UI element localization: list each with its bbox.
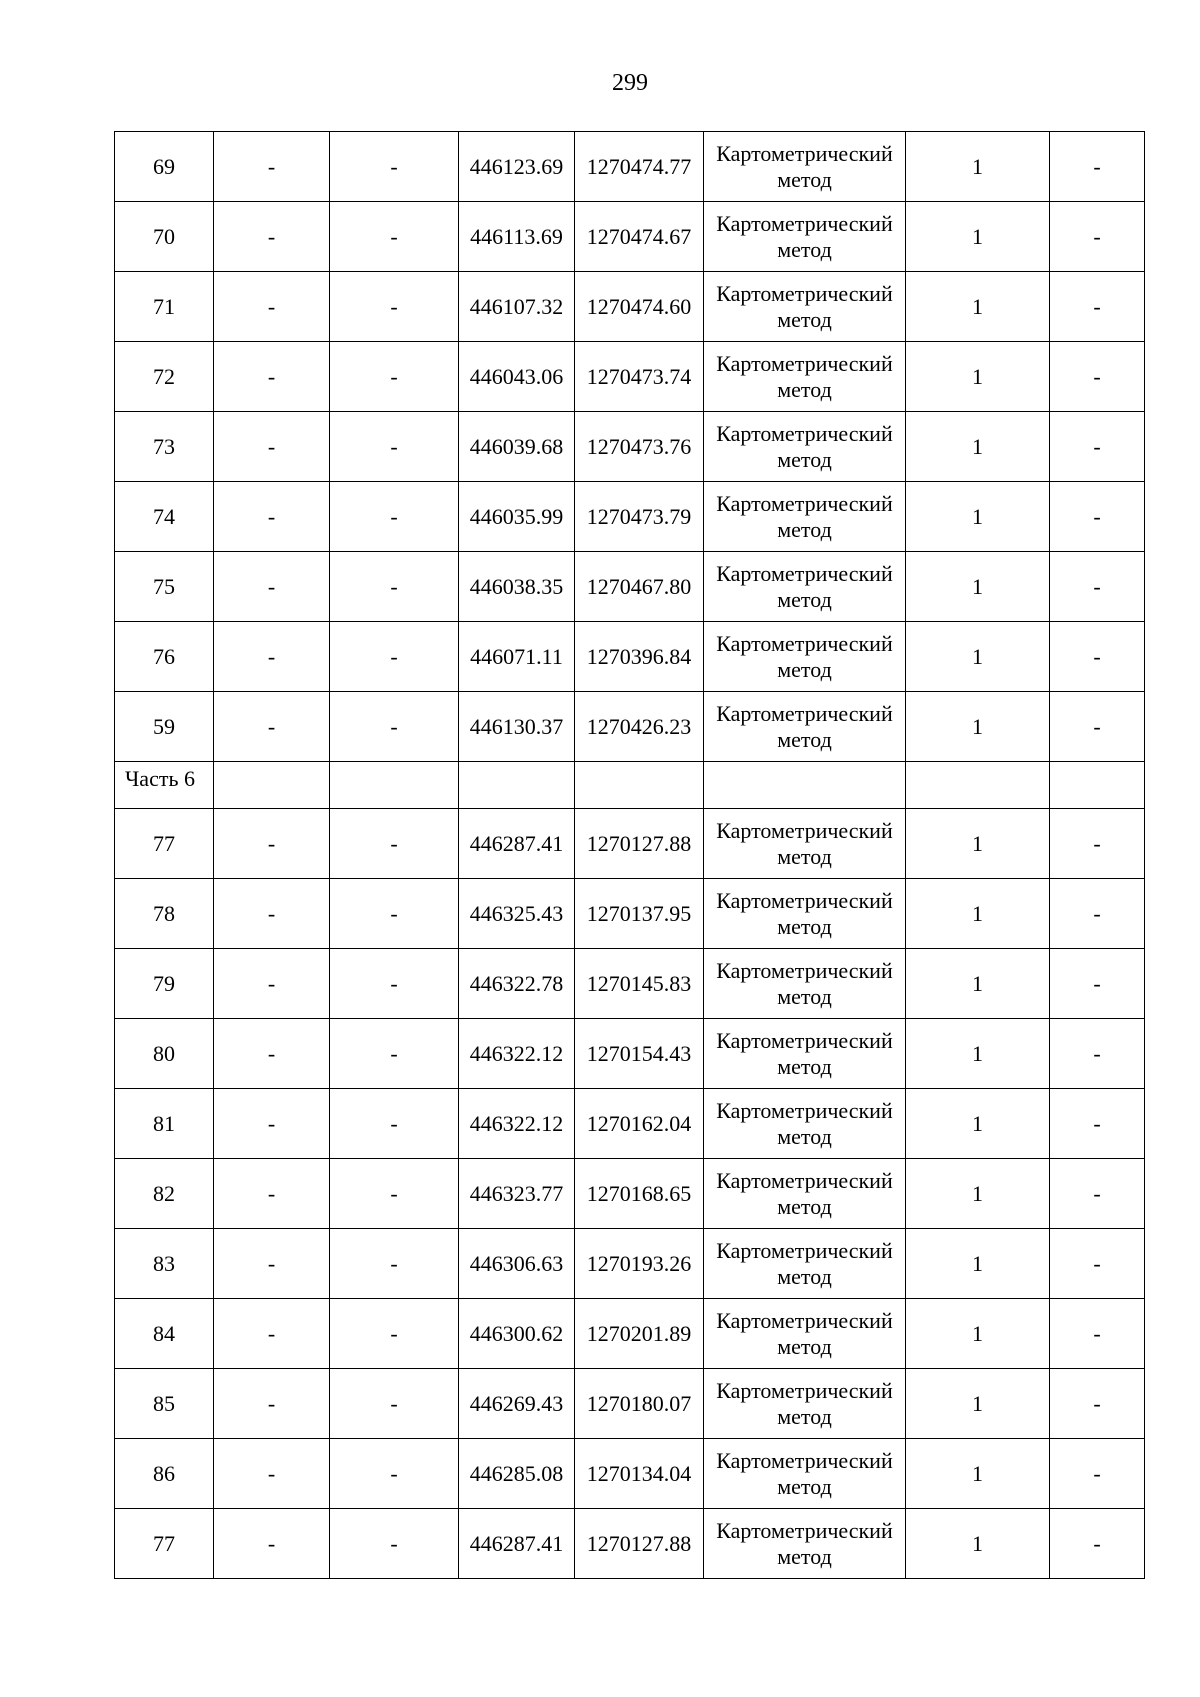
last-column-cell: -	[1050, 1299, 1145, 1369]
point-number-cell: 77	[115, 809, 214, 879]
method-line-2: метод	[777, 983, 832, 1009]
y-coordinate-cell: 1270473.74	[575, 342, 704, 412]
column-2-cell: -	[214, 412, 330, 482]
point-number-cell: 78	[115, 879, 214, 949]
x-coordinate-cell: 446322.12	[459, 1089, 575, 1159]
y-coordinate-cell: 1270193.26	[575, 1229, 704, 1299]
method-cell	[704, 949, 906, 1019]
method-line-2: метод	[777, 1053, 832, 1079]
empty-cell	[214, 762, 330, 809]
table-row	[115, 809, 1145, 879]
method-line-2: метод	[777, 1473, 832, 1499]
method-line-2: метод	[777, 1193, 832, 1219]
method-line-2: метод	[777, 913, 832, 939]
column-3-cell: -	[330, 1019, 459, 1089]
last-column-cell: -	[1050, 412, 1145, 482]
last-column-cell: -	[1050, 1089, 1145, 1159]
y-coordinate-cell: 1270127.88	[575, 809, 704, 879]
column-3-cell: -	[330, 552, 459, 622]
method-line-2: метод	[777, 236, 832, 262]
x-coordinate-cell: 446269.43	[459, 1369, 575, 1439]
method-line-1: Картометрический	[716, 887, 893, 913]
method-line-1: Картометрический	[716, 700, 893, 726]
y-coordinate-cell: 1270473.76	[575, 412, 704, 482]
x-coordinate-cell: 446107.32	[459, 272, 575, 342]
y-coordinate-cell: 1270474.77	[575, 132, 704, 202]
method-line-2: метод	[777, 656, 832, 682]
x-coordinate-cell: 446322.12	[459, 1019, 575, 1089]
column-2-cell: -	[214, 622, 330, 692]
table-row	[115, 412, 1145, 482]
last-column-cell: -	[1050, 1019, 1145, 1089]
accuracy-cell: 1	[906, 692, 1050, 762]
x-coordinate-cell: 446071.11	[459, 622, 575, 692]
method-line-2: метод	[777, 586, 832, 612]
x-coordinate-cell: 446325.43	[459, 879, 575, 949]
accuracy-cell: 1	[906, 622, 1050, 692]
column-2-cell: -	[214, 1439, 330, 1509]
column-3-cell: -	[330, 809, 459, 879]
method-line-1: Картометрический	[716, 420, 893, 446]
column-2-cell: -	[214, 552, 330, 622]
column-2-cell: -	[214, 1159, 330, 1229]
last-column-cell: -	[1050, 1439, 1145, 1509]
point-number-cell: 77	[115, 1509, 214, 1579]
point-number-cell: 73	[115, 412, 214, 482]
point-number-cell: 80	[115, 1019, 214, 1089]
empty-cell	[575, 762, 704, 809]
accuracy-cell: 1	[906, 202, 1050, 272]
method-line-1: Картометрический	[716, 490, 893, 516]
point-number-cell: 81	[115, 1089, 214, 1159]
column-3-cell: -	[330, 1369, 459, 1439]
last-column-cell: -	[1050, 879, 1145, 949]
coordinates-table	[114, 131, 1145, 1579]
table-row	[115, 1159, 1145, 1229]
method-cell	[704, 1369, 906, 1439]
accuracy-cell: 1	[906, 412, 1050, 482]
method-cell	[704, 1019, 906, 1089]
column-3-cell: -	[330, 132, 459, 202]
accuracy-cell: 1	[906, 482, 1050, 552]
last-column-cell: -	[1050, 1159, 1145, 1229]
last-column-cell: -	[1050, 949, 1145, 1019]
accuracy-cell: 1	[906, 1159, 1050, 1229]
section-label: Часть 6	[115, 762, 214, 809]
y-coordinate-cell: 1270467.80	[575, 552, 704, 622]
accuracy-cell: 1	[906, 879, 1050, 949]
x-coordinate-cell: 446043.06	[459, 342, 575, 412]
column-2-cell: -	[214, 132, 330, 202]
column-2-cell: -	[214, 1229, 330, 1299]
method-line-1: Картометрический	[716, 630, 893, 656]
column-2-cell: -	[214, 202, 330, 272]
accuracy-cell: 1	[906, 272, 1050, 342]
x-coordinate-cell: 446123.69	[459, 132, 575, 202]
column-2-cell: -	[214, 1509, 330, 1579]
x-coordinate-cell: 446285.08	[459, 1439, 575, 1509]
table-row	[115, 202, 1145, 272]
column-3-cell: -	[330, 1439, 459, 1509]
column-3-cell: -	[330, 949, 459, 1019]
method-line-2: метод	[777, 726, 832, 752]
point-number-cell: 79	[115, 949, 214, 1019]
column-2-cell: -	[214, 949, 330, 1019]
point-number-cell: 76	[115, 622, 214, 692]
method-line-2: метод	[777, 516, 832, 542]
point-number-cell: 70	[115, 202, 214, 272]
table-row	[115, 1509, 1145, 1579]
page-number: 299	[612, 70, 648, 96]
last-column-cell: -	[1050, 202, 1145, 272]
accuracy-cell: 1	[906, 1089, 1050, 1159]
accuracy-cell: 1	[906, 552, 1050, 622]
empty-cell	[906, 762, 1050, 809]
column-2-cell: -	[214, 1369, 330, 1439]
table-row	[115, 482, 1145, 552]
table-row	[115, 272, 1145, 342]
method-line-1: Картометрический	[716, 1237, 893, 1263]
column-3-cell: -	[330, 879, 459, 949]
method-cell	[704, 692, 906, 762]
method-line-2: метод	[777, 843, 832, 869]
column-3-cell: -	[330, 1089, 459, 1159]
method-line-1: Картометрический	[716, 140, 893, 166]
point-number-cell: 72	[115, 342, 214, 412]
method-line-2: метод	[777, 1543, 832, 1569]
column-3-cell: -	[330, 272, 459, 342]
method-line-1: Картометрический	[716, 817, 893, 843]
x-coordinate-cell: 446113.69	[459, 202, 575, 272]
last-column-cell: -	[1050, 1369, 1145, 1439]
point-number-cell: 75	[115, 552, 214, 622]
column-2-cell: -	[214, 482, 330, 552]
x-coordinate-cell: 446287.41	[459, 1509, 575, 1579]
accuracy-cell: 1	[906, 949, 1050, 1019]
y-coordinate-cell: 1270473.79	[575, 482, 704, 552]
method-cell	[704, 1509, 906, 1579]
table-row	[115, 1089, 1145, 1159]
point-number-cell: 85	[115, 1369, 214, 1439]
method-line-1: Картометрический	[716, 957, 893, 983]
last-column-cell: -	[1050, 552, 1145, 622]
last-column-cell: -	[1050, 342, 1145, 412]
x-coordinate-cell: 446306.63	[459, 1229, 575, 1299]
x-coordinate-cell: 446038.35	[459, 552, 575, 622]
y-coordinate-cell: 1270180.07	[575, 1369, 704, 1439]
method-line-2: метод	[777, 1403, 832, 1429]
last-column-cell: -	[1050, 809, 1145, 879]
column-3-cell: -	[330, 412, 459, 482]
column-2-cell: -	[214, 1299, 330, 1369]
method-cell	[704, 272, 906, 342]
method-cell	[704, 809, 906, 879]
method-cell	[704, 622, 906, 692]
column-2-cell: -	[214, 1019, 330, 1089]
table-row	[115, 1369, 1145, 1439]
method-cell	[704, 879, 906, 949]
column-3-cell: -	[330, 482, 459, 552]
table-row	[115, 132, 1145, 202]
last-column-cell: -	[1050, 622, 1145, 692]
point-number-cell: 82	[115, 1159, 214, 1229]
column-3-cell: -	[330, 1299, 459, 1369]
table-row	[115, 1439, 1145, 1509]
method-cell	[704, 1299, 906, 1369]
table-row	[115, 949, 1145, 1019]
empty-cell	[1050, 762, 1145, 809]
method-line-1: Картометрический	[716, 560, 893, 586]
x-coordinate-cell: 446039.68	[459, 412, 575, 482]
method-cell	[704, 132, 906, 202]
y-coordinate-cell: 1270474.67	[575, 202, 704, 272]
table-row	[115, 552, 1145, 622]
table-row	[115, 879, 1145, 949]
last-column-cell: -	[1050, 132, 1145, 202]
method-line-1: Картометрический	[716, 1517, 893, 1543]
method-cell	[704, 1229, 906, 1299]
method-line-2: метод	[777, 306, 832, 332]
method-line-2: метод	[777, 446, 832, 472]
table-row	[115, 1229, 1145, 1299]
last-column-cell: -	[1050, 1229, 1145, 1299]
accuracy-cell: 1	[906, 342, 1050, 412]
y-coordinate-cell: 1270145.83	[575, 949, 704, 1019]
y-coordinate-cell: 1270396.84	[575, 622, 704, 692]
table-row	[115, 1019, 1145, 1089]
y-coordinate-cell: 1270168.65	[575, 1159, 704, 1229]
empty-cell	[330, 762, 459, 809]
method-line-1: Картометрический	[716, 1377, 893, 1403]
table-row	[115, 342, 1145, 412]
point-number-cell: 59	[115, 692, 214, 762]
last-column-cell: -	[1050, 1509, 1145, 1579]
last-column-cell: -	[1050, 692, 1145, 762]
method-line-1: Картометрический	[716, 1447, 893, 1473]
column-2-cell: -	[214, 879, 330, 949]
method-cell	[704, 1439, 906, 1509]
method-cell	[704, 1089, 906, 1159]
method-cell	[704, 412, 906, 482]
accuracy-cell: 1	[906, 1439, 1050, 1509]
method-line-2: метод	[777, 1123, 832, 1149]
coordinates-table-body	[115, 132, 1145, 1579]
x-coordinate-cell: 446300.62	[459, 1299, 575, 1369]
x-coordinate-cell: 446323.77	[459, 1159, 575, 1229]
column-2-cell: -	[214, 342, 330, 412]
method-line-2: метод	[777, 166, 832, 192]
last-column-cell: -	[1050, 272, 1145, 342]
method-line-1: Картометрический	[716, 1097, 893, 1123]
column-3-cell: -	[330, 1509, 459, 1579]
column-3-cell: -	[330, 1229, 459, 1299]
section-row	[115, 762, 1145, 809]
accuracy-cell: 1	[906, 1369, 1050, 1439]
column-3-cell: -	[330, 1159, 459, 1229]
y-coordinate-cell: 1270474.60	[575, 272, 704, 342]
method-line-1: Картометрический	[716, 1027, 893, 1053]
y-coordinate-cell: 1270127.88	[575, 1509, 704, 1579]
method-line-2: метод	[777, 1333, 832, 1359]
point-number-cell: 83	[115, 1229, 214, 1299]
accuracy-cell: 1	[906, 1019, 1050, 1089]
column-2-cell: -	[214, 272, 330, 342]
method-line-1: Картометрический	[716, 350, 893, 376]
y-coordinate-cell: 1270201.89	[575, 1299, 704, 1369]
column-3-cell: -	[330, 202, 459, 272]
column-3-cell: -	[330, 622, 459, 692]
column-2-cell: -	[214, 809, 330, 879]
point-number-cell: 86	[115, 1439, 214, 1509]
method-cell	[704, 482, 906, 552]
method-cell	[704, 342, 906, 412]
table-row	[115, 692, 1145, 762]
y-coordinate-cell: 1270162.04	[575, 1089, 704, 1159]
y-coordinate-cell: 1270426.23	[575, 692, 704, 762]
y-coordinate-cell: 1270154.43	[575, 1019, 704, 1089]
table-row	[115, 622, 1145, 692]
method-cell	[704, 1159, 906, 1229]
method-cell	[704, 552, 906, 622]
point-number-cell: 84	[115, 1299, 214, 1369]
column-2-cell: -	[214, 692, 330, 762]
point-number-cell: 74	[115, 482, 214, 552]
method-line-1: Картометрический	[716, 1307, 893, 1333]
method-line-1: Картометрический	[716, 210, 893, 236]
method-line-2: метод	[777, 1263, 832, 1289]
accuracy-cell: 1	[906, 1509, 1050, 1579]
x-coordinate-cell: 446287.41	[459, 809, 575, 879]
x-coordinate-cell: 446130.37	[459, 692, 575, 762]
column-3-cell: -	[330, 692, 459, 762]
x-coordinate-cell: 446322.78	[459, 949, 575, 1019]
x-coordinate-cell: 446035.99	[459, 482, 575, 552]
accuracy-cell: 1	[906, 1299, 1050, 1369]
method-line-2: метод	[777, 376, 832, 402]
accuracy-cell: 1	[906, 132, 1050, 202]
point-number-cell: 69	[115, 132, 214, 202]
y-coordinate-cell: 1270134.04	[575, 1439, 704, 1509]
column-3-cell: -	[330, 342, 459, 412]
empty-cell	[459, 762, 575, 809]
method-line-1: Картометрический	[716, 280, 893, 306]
method-line-1: Картометрический	[716, 1167, 893, 1193]
column-2-cell: -	[214, 1089, 330, 1159]
empty-cell	[704, 762, 906, 809]
y-coordinate-cell: 1270137.95	[575, 879, 704, 949]
last-column-cell: -	[1050, 482, 1145, 552]
table-row	[115, 1299, 1145, 1369]
point-number-cell: 71	[115, 272, 214, 342]
method-cell	[704, 202, 906, 272]
accuracy-cell: 1	[906, 809, 1050, 879]
accuracy-cell: 1	[906, 1229, 1050, 1299]
